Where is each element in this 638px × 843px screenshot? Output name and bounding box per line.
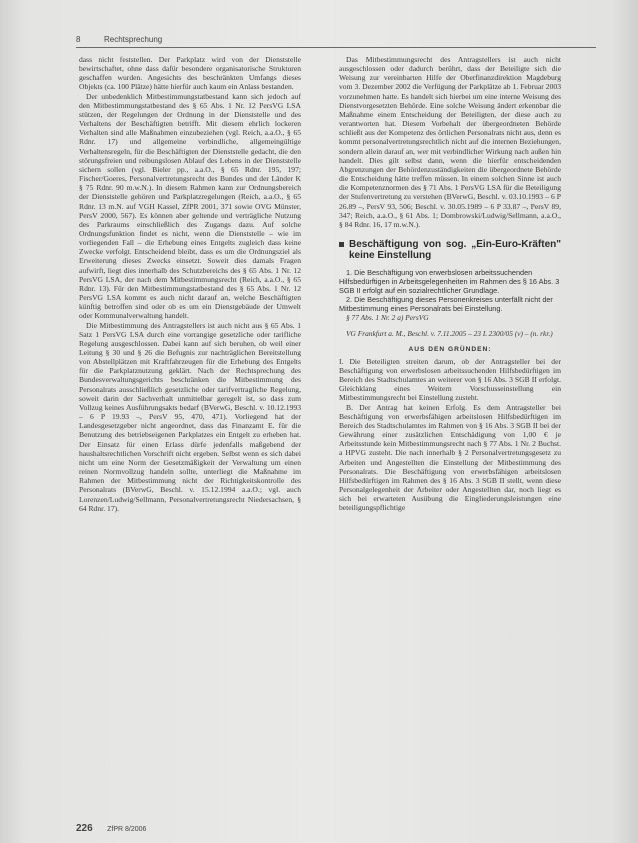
footer-issue: ZfPR 8/2006 xyxy=(107,826,147,833)
grounds-title: AUS DEN GRÜNDEN: xyxy=(408,345,492,353)
left-column xyxy=(79,55,301,513)
header-page-number: 8 xyxy=(76,35,81,44)
header-section-title: Rechtsprechung xyxy=(104,35,163,44)
right-paragraph-1: Das Mitbestimmungsrecht des Antragstellers ist auch nicht ausgeschlossen oder dadurch berührt, dass der Beteiligte sich die Weisung zur vereinbarten Hilfe der Oberfinanzdirektion Magdeburg vom 3. Dezember 2002 die Verfügung der Parkplätze ab 1. Februar 2003 vorzunehmen hatte. Es handelt sich hierbei um eine interne Weisung des Dienstvorgesetzten Behörde. Eine solche Weisung ändert erkennbar die Maßnahme einem Entscheidung der Beteiligten, der diese auch zu verantworten hat. Diesem Vorbehalt der übergeordneten Behörde schließt aus der Kompetenz des örtlichen Personalrats nicht aus, denn es kommt personalvertretungsrechtlich nicht auf die internen Beziehungen, sondern allein darauf an, wer mit verbindlicher Wirkung nach außen hin handelt. Dies gilt selbst dann, wenn die hierfür entscheidenden Abgrenzungen der Behördenzuständigkeiten die übergeordnete Behörde die Entscheidung hätte treffen müssen. In einem solchen Sinne ist auch die Kompetenznormen des § 71 Abs. 1 PersVG LSA für die Beteiligung der Stufenvertretung zu verstehen (BVerwG, Beschl. v. 03.10.1993 – 6 P 26.89 –, PersV 93, 506; Beschl. v. 30.05.1989 – 6 P 33.87 –, PersV 89, 347; Reich, a.a.O., § 61 Abs. 1; Dombrowski/Ludwig/Sellmann, a.a.O., § 84 Rdnr. 16, 17 m.w.N.). xyxy=(339,55,561,229)
running-header xyxy=(76,33,596,49)
left-paragraph-1: dass nicht feststellen. Der Parkplatz wird von der Dienststelle bewirtschaftet, ohne dass dafür besondere organisatorische Strukturen geschaffen wurden. Angesichts des beschränkten Umfangs dieses Objekts (ca. 100 Plätze) hätte hierfür auch kaum ein Anlass bestanden. xyxy=(79,55,301,92)
page-footer xyxy=(76,818,146,836)
left-paragraph-3: Die Mitbestimmung des Antragstellers ist auch nicht aus § 65 Abs. 1 Satz 1 PersVG LSA durch eine vorrangige gesetzliche oder tarifliche Regelung ausgeschlossen. Dabei kann auf sich beruhen, ob weil einer Leitung § 30 und § 26 die Befugnis zur nachträglichen Bereitstellung von Abstellplätzen mit Kraftfahrzeugen für die Erhebung des Entgelts für die Parkplatznutzung geklärt. Nach der Rechtsprechung des Bundesverwaltungsgerichts beschränken die Mitbestimmung des Personalrats ausschließlich gesetzliche oder tarifvertragliche Regelung, soweit darin der Sachverhalt unmittelbar geregelt ist, so dass zum Vollzug keines Ausführungsakts bedarf (BVerwG, Beschl. v. 10.12.1993 – 6 P 19.93 –, PersV 95, 470, 471). Vorliegend hat der Landesgesetzgeber nicht angeordnet, dass das Finanzamt E. für die Benutzung des betriebseigenen Parkplatzes ein Entgelt zu erheben hat. Der Einsatz für einen Erlass dürfe jedenfalls maßgebend der haushaltsrechtlichen Vorschrift nicht ergeben. Selbst wenn es sich dabei nicht um eine Norm der Gesetzmäßigkeit der Verwaltung um einen reinen Normvollzug handeln sollte, unterliegt die Maßnahme im Rahmen der Mitbestimmung nicht der Richtigkeitskontrolle des Personalrats (BVerwG, Beschl. v. 15.12.1994 a.a.O.; vgl. auch Lorenzen/Ludwig/Sellmann, Personalvertretungsrecht Niedersachsen, § 64 Rdnr. 17). xyxy=(79,320,301,513)
grounds-paragraph-2: B. Der Antrag hat keinen Erfolg. Es dem Antragsteller bei Beschäftigung von erwerbsfähigen arbeitslosen Hilfsbedürftigen im Bereich des Stadtschulamtes im Rahmen von § 16 Abs. 3 SGB II bei der Gewährung einer zusätzlichen Entschädigung von 1,00 € je Arbeitsstunde kein Mitbestimmungsrecht nach § 77 Abs. 1 Nr. 2 Buchst. a HPVG zusteht. Die nach innerhalb § 2 Personalvertretungsgesetz zu Arbeiten und Angestellten die Einstellung der Mitbestimmung des Personalrats. Die Beschäftigung von erwerbsfähigen arbeitslosen Hilfsbedürftigen im Rahmen des § 16 Abs. 3 SGB II stellt, wenn diese Personalgelegenheit der Arbeiter oder Angestellten dar, noch liegt es sich bei erwarteten Ausübung die Eingliederungsleistungen eine beteiligungspflichtige xyxy=(339,402,561,513)
article-heading-text: Beschäftigung von sog. „Ein-Euro-Kräften" keine Einstellung xyxy=(349,238,561,262)
right-column xyxy=(339,55,561,512)
footer-page-number: 226 xyxy=(76,823,93,834)
leitsatz-2: 2. Die Beschäftigung dieses Personenkreises unterfällt nicht der Mitbestimmung eines Personalrats bei Einstellung. xyxy=(339,295,553,314)
article-heading xyxy=(339,239,561,262)
heading-square-icon xyxy=(339,242,344,247)
court-citation: VG Frankfurt a. M., Beschl. v. 7.11.2005 – 23 L 2300/05 (v) – (n. rkr.) xyxy=(346,328,553,338)
header-rule xyxy=(76,47,596,48)
norm-citation: § 77 Abs. 1 Nr. 2 a) PersVG xyxy=(346,313,429,323)
leitsatz-1: 1. Die Beschäftigung von erwerbslosen arbeitssuchenden Hilfsbedürftigen in Arbeitsgelegenheiten im Rahmen des § 16 Abs. 3 SGB II erfolgt auf ein sozialrechtlicher Grundlage. xyxy=(339,267,560,296)
grounds-paragraph-1: I. Die Beteiligten streiten darum, ob der Antragsteller bei der Beschäftigung von erwerbslosen arbeitssuchenden Hilfsbedürftigen im Bereich des Stadtschulamtes an weiterer von § 16 Abs. 3 SGB II erfolgt. Gleichklang eines Weitern Vorschusseinstellung ein Mitbestimmungsrecht bei Einstellung zusteht. xyxy=(339,356,561,403)
left-paragraph-2: Der unbedenklich Mitbestimmungstatbestand kann sich jedoch auf den Mitbestimmungstatbestand des § 65 Abs. 1 Nr. 12 PersVG LSA stützen, der Regelungen der Ordnung in der Dienststelle und des Verhaltens der Beschäftigten betrifft. Mit diesem ehrlich lockeren Verhalten sind alle Maßnahmen einzubeziehen (vgl. Reich, a.a.O., § 65 Rdnr. 17) und allgemeine verbindliche, allgemeingültige Verhaltensregeln, für die Beschäftigten der Dienststelle gedacht, die den störungsfreien und reibungslosen Ablauf des Lebens in der Dienststelle sichern sollen (vgl. Bieler pp., a.a.O., § 65 Rdnr. 195, 197; Fischer/Goeres, Personalvertretungsrecht des Bundes und der Länder K § 75 Rdnr. 90 m.w.N.). In diesem Rahmen kann zur Ordnungsbereich der Dienststelle gehören und Parkplatzregelungen (Reich, a.a.O., § 65 Rdnr. 13 m.N. auf VGH Kassel, ZfPR 2001, 371 sowie OVG Münster, PersV 2000, 567). Es können aber geltende und verträgliche Nutzung des Parkraums einschließlich des Zugangs dazu. Auf solche Ordnungsfunktion findet es nicht, wenn die Dienststelle – wie im vorliegenden Fall – die Erhebung eines Entgelts zugleich dass keine Zwecke verfolgt. Entscheidend bleibt, dass es um die Ordnungsziel als Erweiterung dieses Zwecks einsetzt. Soweit dies damals Fragen aufwirft, liegt dies innerhalb des Schutzbereichs des § 65 Abs. 1 Nr. 12 PersVG LSA, der nach dem Mitbestimmungsrecht (Reich, a.a.O., § 65 Rdnr. 13). Für den Mitbestimmungstatbestand des § 65 Abs. 1 Nr. 12 PersVG LSA kommt es auch nicht darauf an, welche Beschäftigten künftig betroffen sind oder ob es um ein Dienstgebäude der Umwelt oder Kommunalverwaltung handelt. xyxy=(79,91,301,321)
